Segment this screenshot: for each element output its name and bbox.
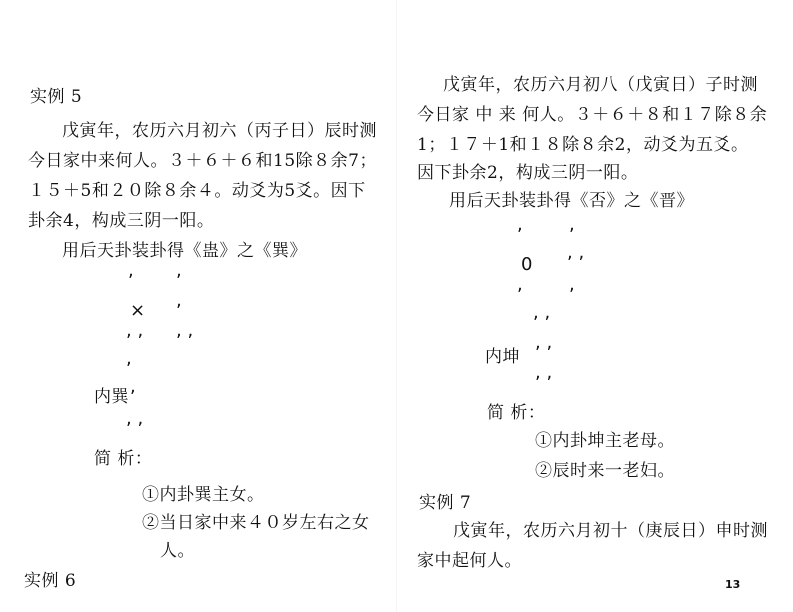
yao-mark: , [569,274,575,295]
example7-paragraph-line: 家中起何人。 [417,551,522,571]
yao-mark: , [517,214,523,235]
analysis-item: 人。 [160,541,195,561]
moving-yao-mark: × [130,300,146,321]
example7-title: 实例 7 [419,493,472,513]
example6-hexagram-line: 用后天卦装卦得《否》之《晋》 [449,191,694,211]
yao-mark: , [126,348,132,369]
yao-mark: , [176,290,182,311]
yao-mark: , , [535,332,553,353]
example5-title: 实例 5 [30,87,83,107]
example7-paragraph-line: 戊寅年，农历六月初十（庚辰日）申时测 [453,521,768,541]
example5-paragraph-line: 今日家中来何人。３＋６＋６和15除８余7； [28,151,377,171]
yao-mark: , , [126,320,144,341]
yao-mark: , [569,214,575,235]
analysis-item: ①内卦坤主老母。 [535,431,675,451]
example6-paragraph-line: 今日家 中 来 何人。３＋６＋８和１７除８余 [417,105,768,125]
example6-paragraph-line: 1；１７＋1和１８除８余2，动爻为五爻。 [417,135,749,155]
analysis-item: ①内卦巽主女。 [142,485,265,505]
analysis-item: ②当日家中来４０岁左右之女 [142,513,370,533]
example6-paragraph-line: 因下卦余2，构成三阴一阳。 [417,163,639,183]
left-page [0,0,396,612]
yao-mark: , , [126,408,144,429]
yao-mark: , , [176,320,194,341]
right-page [397,0,793,612]
yao-mark: , [517,274,523,295]
yao-mark: , , [535,362,553,383]
yao-mark: , , [567,242,585,263]
analysis-item: ②辰时来一老妇。 [535,461,675,481]
moving-yao-mark: 0 [521,254,533,275]
yao-mark: , [128,260,134,281]
example5-paragraph-line: １５＋5和２０除８余４。动爻为5爻。因下 [28,181,366,201]
example5-paragraph-line: 戊寅年，农历六月初六（丙子日）辰时测 [62,121,377,141]
example5-hexagram-line: 用后天卦装卦得《蛊》之《巽》 [62,241,307,261]
example6-title: 实例 6 [24,571,77,591]
example6-paragraph-line: 戊寅年，农历六月初八（戊寅日）子时测 [443,75,758,95]
inner-trigram-label: 内巽 [94,387,129,407]
page-number: 13 [725,578,741,591]
yao-mark: , [176,260,182,281]
analysis-label: 简 析： [94,449,153,469]
example5-paragraph-line: 卦余4，构成三阴一阳。 [28,211,215,231]
yao-mark: , [130,376,136,397]
yao-mark: , , [533,302,551,323]
inner-trigram-label: 内坤 [485,347,520,367]
analysis-label: 简 析： [487,403,546,423]
